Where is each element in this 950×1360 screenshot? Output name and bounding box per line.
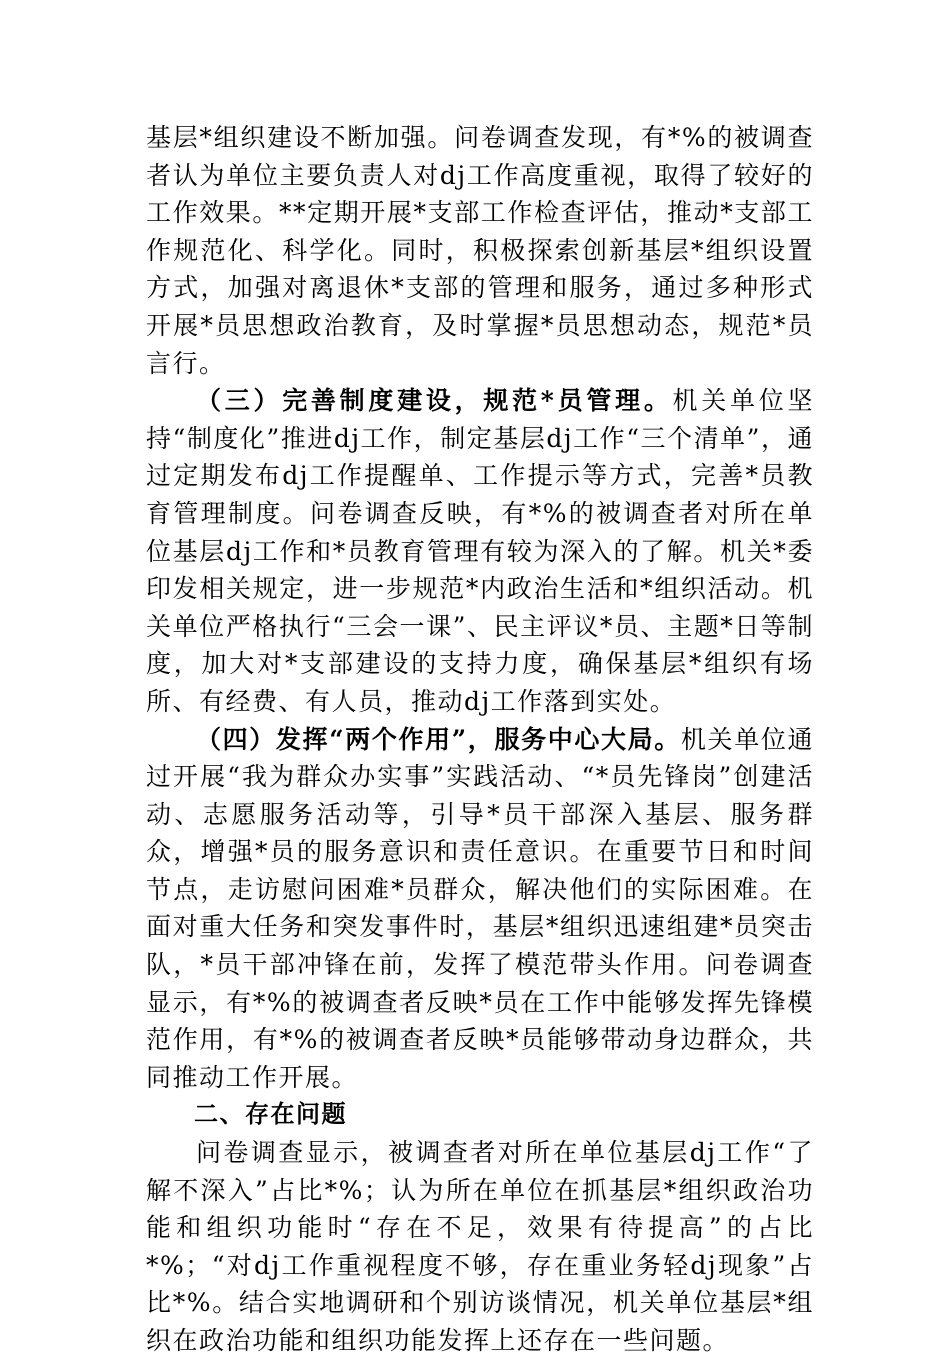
paragraph-two-roles bbox=[146, 721, 814, 1097]
paragraph-organization-building bbox=[146, 119, 814, 382]
section-heading: 二、存在问题 bbox=[194, 1100, 347, 1129]
paragraph-text: 基层*组织建设不断加强。问卷调查发现，有*%的被调查者认为单位主要负责人对dj工作高度重视，取得了较好的工作效果。**定期开展*支部工作检查评估，推动*支部工作规范化、科学化。同时，积极探索创新基层*组织设置方式，加强对离退休*支部的管理和服务，通过多种形式开展*员思想政治教育，及时掌握*员思想动态，规范*员言行。 bbox=[146, 123, 814, 378]
paragraph-text: 机关单位通过开展“我为群众办实事”实践活动、“*员先锋岗”创建活动、志愿服务活动等，引导*员干部深入基层、服务群众，增强*员的服务意识和责任意识。在重要节日和时间节点，走访慰问困难*员群众，解决他们的实际困难。在面对重大任务和突发事件时，基层*组织迅速组建*员突击队，*员干部冲锋在前，发挥了模范带头作用。问卷调查显示，有*%的被调查者反映*员在工作中能够发挥先锋模范作用，有*%的被调查者反映*员能够带动身边群众，共同推动工作开展。 bbox=[146, 724, 814, 1092]
paragraph-lead-heading: （四）发挥“两个作用”，服务中心大局。 bbox=[196, 724, 681, 754]
paragraph-lead-heading: （三）完善制度建设，规范*员管理。 bbox=[196, 386, 673, 416]
paragraph-text: 机关单位坚持“制度化”推进dj工作，制定基层dj工作“三个清单”，通过定期发布dj工作提醒单、工作提示等方式，完善*员教育管理制度。问卷调查反映，有*%的被调查者对所在单位基层dj工作和*员教育管理有较为深入的了解。机关*委印发相关规定，进一步规范*内政治生活和*组织活动。机关单位严格执行“三会一课”、民主评议*员、主题*日等制度，加大对*支部建设的支持力度，确保基层*组织有场所、有经费、有人员，推动dj工作落到实处。 bbox=[146, 386, 814, 716]
paragraph-text: 问卷调查显示，被调查者对所在单位基层dj工作“了解不深入”占比*%；认为所在单位在抓基层*组织政治功能和组织功能时“存在不足，效果有待提高”的占比*%；“对dj工作重视程度不够，存在重业务轻dj现象”占比*%。结合实地调研和个别访谈情况，机关单位基层*组织在政治功能和组织功能发挥上还存在一些问题。 bbox=[146, 1138, 814, 1355]
paragraph-system-building bbox=[146, 382, 814, 720]
document-page bbox=[146, 119, 814, 1360]
paragraph-problems bbox=[146, 1134, 814, 1360]
